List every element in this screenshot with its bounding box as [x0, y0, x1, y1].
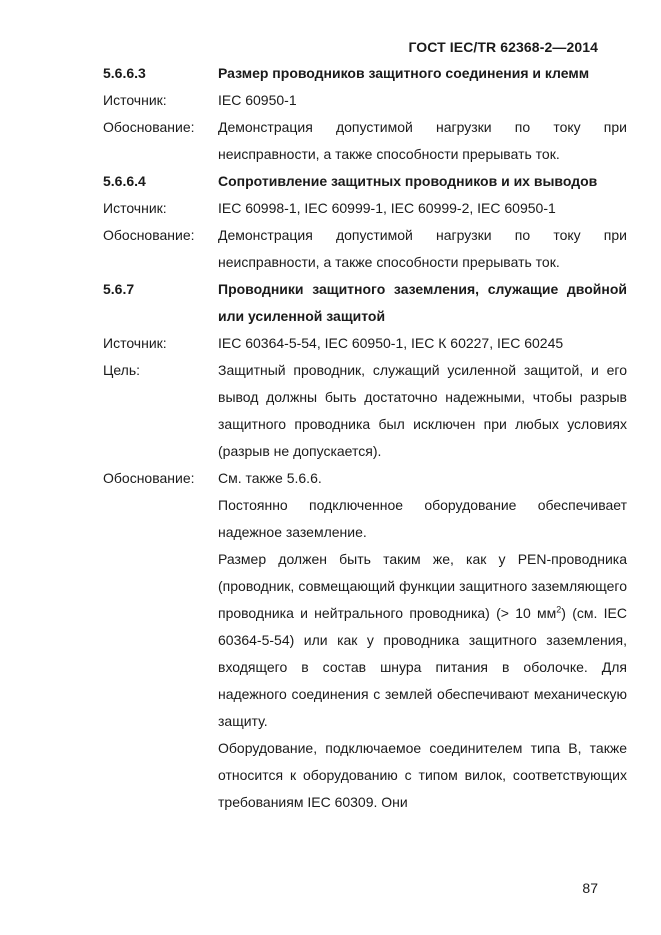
document-body: [103, 60, 627, 816]
section-title: Размер проводников защитного соединения и клемм: [218, 65, 590, 81]
section-number: 5.6.6.4: [103, 173, 146, 189]
purpose-label: Цель:: [103, 362, 141, 378]
source-label: Источник:: [103, 92, 167, 108]
section-number: 5.6.7: [103, 281, 135, 297]
section-heading: [103, 276, 627, 330]
justification-label: Обоснование:: [103, 470, 195, 486]
document-header: ГОСТ IEC/TR 62368-2—2014: [408, 39, 598, 55]
justification-paragraph: См. также 5.6.6.: [218, 470, 322, 486]
justification-row: [103, 222, 627, 276]
purpose-row: [103, 357, 627, 465]
source-text: IEC 60950-1: [218, 92, 297, 108]
source-label: Источник:: [103, 200, 167, 216]
section-title: Проводники защитного заземления, служащие двойной или усиленной защитой: [218, 281, 627, 324]
justification-paragraph: [218, 546, 627, 735]
section-number: 5.6.6.3: [103, 65, 146, 81]
source-row: [103, 87, 627, 114]
page-number: 87: [582, 880, 598, 896]
section-heading: [103, 60, 627, 87]
superscript: 2: [556, 604, 562, 615]
justification-label: Обоснование:: [103, 227, 195, 243]
purpose-text: Защитный проводник, служащий усиленной защитой, и его вывод должны быть достаточно надежными, чтобы разрыв защитного проводника был исключен при любых условиях (разрыв не допускается).: [218, 362, 627, 459]
source-text: IEC 60364-5-54, IEC 60950-1, IEC К 60227, IEC 60245: [218, 335, 564, 351]
justification-label: Обоснование:: [103, 119, 195, 135]
section-heading: [103, 168, 627, 195]
paragraph-text: Размер должен быть таким же, как у PEN-проводника (проводник, совмещающий функции защитного заземляющего проводника и нейтрального проводника) (> 10 мм: [218, 551, 627, 621]
justification-paragraph: Постоянно подключенное оборудование обеспечивает надежное заземление.: [218, 497, 627, 540]
section-title: Сопротивление защитных проводников и их выводов: [218, 173, 598, 189]
paragraph-text: ) (см. IEC 60364-5-54) или как у проводника защитного заземления, входящего в состав шнура питания в оболочке. Для надежного соединения с землей обеспечивают механическую защиту.: [218, 605, 627, 729]
justification-text: Демонстрация допустимой нагрузки по току при неисправности, а также способности прерывать ток.: [218, 119, 627, 162]
justification-text: Демонстрация допустимой нагрузки по току при неисправности, а также способности прерывать ток.: [218, 227, 627, 270]
source-row: [103, 330, 627, 357]
source-row: [103, 195, 627, 222]
source-text: IEC 60998-1, IEC 60999-1, IEC 60999-2, IEC 60950-1: [218, 200, 556, 216]
justification-row: [103, 465, 627, 816]
justification-row: [103, 114, 627, 168]
source-label: Источник:: [103, 335, 167, 351]
justification-paragraph: Оборудование, подключаемое соединителем типа В, также относится к оборудованию с типом вилок, соответствующих требованиям IEC 60309. Они: [218, 740, 627, 810]
